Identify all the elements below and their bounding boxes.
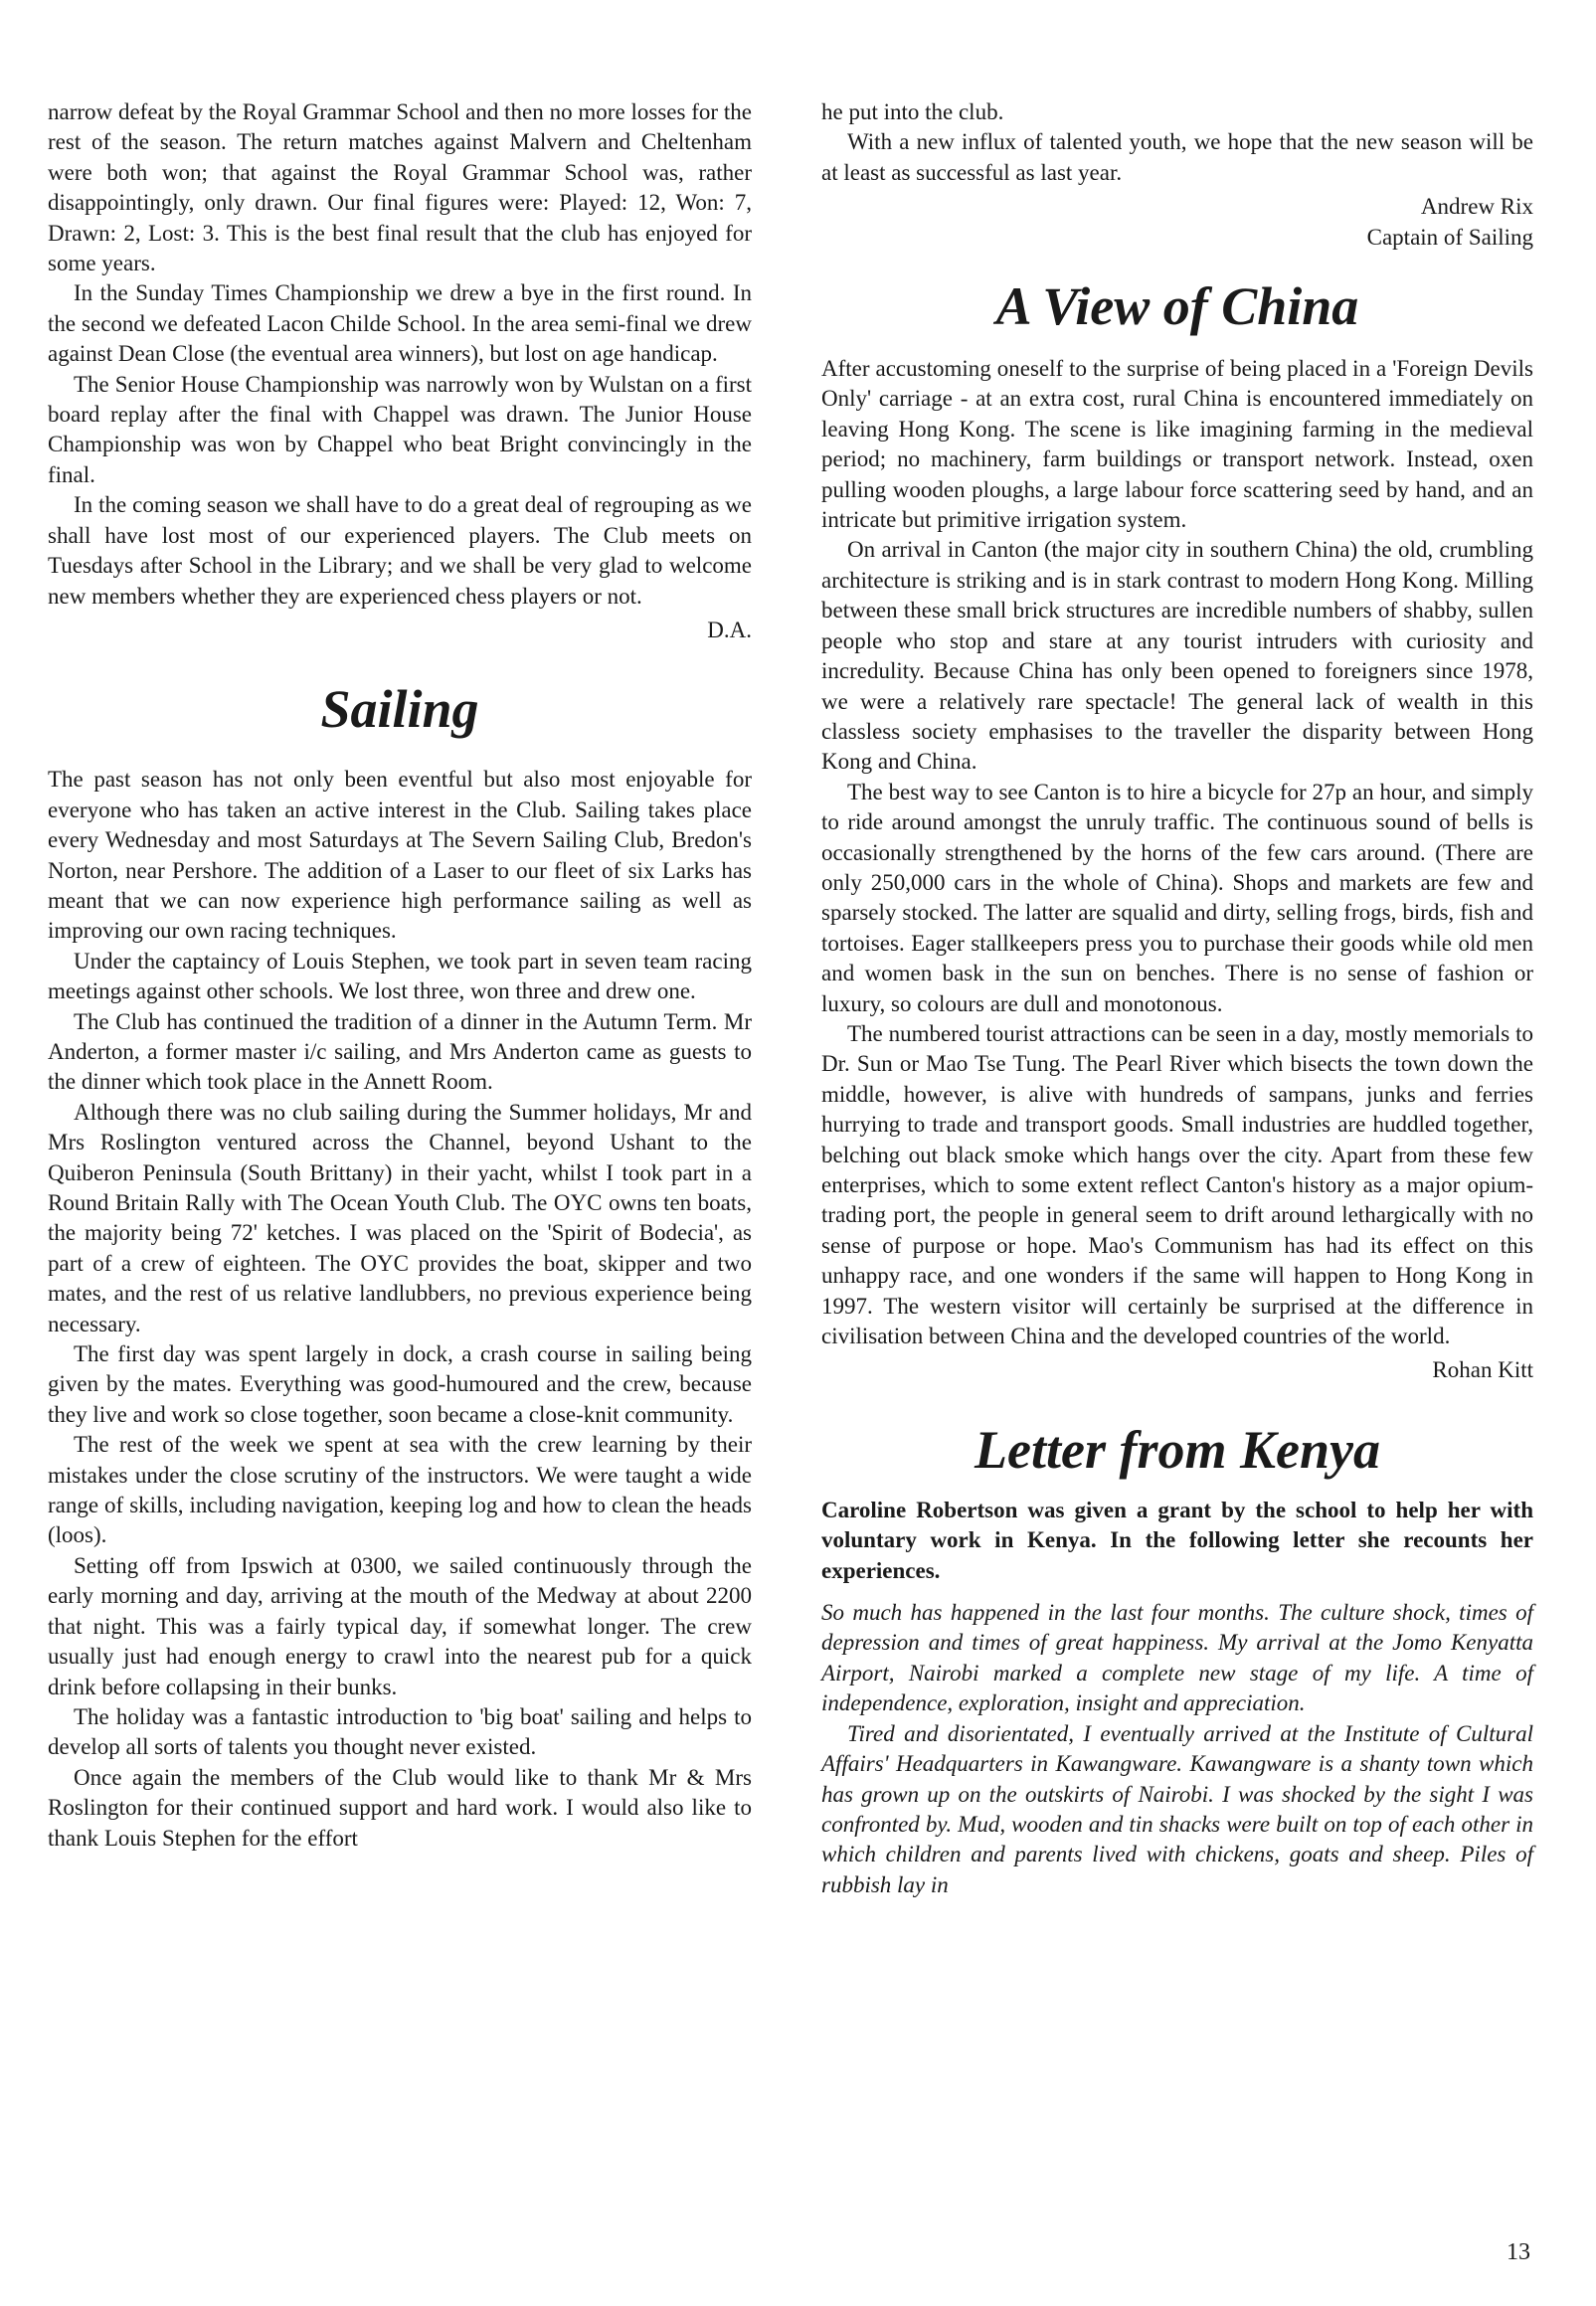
chess-paragraph: The Senior House Championship was narrowly won by Wulstan on a first board replay after the final with Chappel was drawn. The Junior House Championship was won by Chappel who beat Bright convincingly in the final. [48, 371, 752, 487]
sailing-continuation [821, 97, 1533, 253]
sailing-continued-paragraph: he put into the club. [821, 99, 1004, 124]
kenya-heading: Letter from Kenya [975, 1419, 1380, 1480]
sailing-continued-paragraph: With a new influx of talented youth, we hope that the new season will be at least as successful as last year. [821, 129, 1533, 185]
china-paragraph: After accustoming oneself to the surprise of being placed in a 'Foreign Devils Only' carriage - at an extra cost, rural China is encountered immediately on leaving Hong Kong. The scene is like imagining farming in the medieval period; no machinery, farm buildings or transport network. Instead, oxen pulling wooden ploughs, a large labour force scattering seed by hand, and an intricate but primitive irrigation system. [821, 356, 1533, 533]
sailing-paragraph: The first day was spent largely in dock, a crash course in sailing being given by the mates. Everything was good-humoured and the crew, because they live and work so close together, soon became a close-knit community. [48, 1341, 752, 1427]
china-paragraph: On arrival in Canton (the major city in southern China) the old, crumbling architecture is striking and is in stark contrast to modern Hong Kong. Milling between these small brick structures are incredible numbers of shabby, sullen people who stop and stare at any tourist intruders with curiosity and incredulity. Because China has only been opened to foreigners since 1978, we were a relatively rare spectacle! The general lack of wealth in this classless society emphasises to the traveller the disparity between Hong Kong and China. [821, 537, 1533, 775]
kenya-intro: Caroline Robertson was given a grant by the school to help her with voluntary work in Kenya. In the following letter she recounts her experiences. [821, 1497, 1533, 1583]
china-paragraph: The numbered tourist attractions can be seen in a day, mostly memorials to Dr. Sun or Mao Tse Tung. The Pearl River which bisects the town down the middle, however, is alive with hundreds of sampans, junks and ferries hurrying to trade and transport goods. Small industries are huddled together, belching out black smoke which hangs over the city. Apart from these few enterprises, which to some extent reflect Canton's history as a major opium-trading port, the people in general seem to drift around lethargically with no sense of purpose or hope. Mao's Communism has had its effect on this unhappy race, and one wonders if the same will happen to Hong Kong in 1997. The western visitor will certainly be surprised at the difference in civilisation between China and the developed countries of the world. [821, 1020, 1533, 1349]
chess-paragraph: narrow defeat by the Royal Grammar School and then no more losses for the rest of the season. The return matches against Malvern and Cheltenham were both won; that against the Royal Grammar School was, rather disappointingly, only drawn. Our final figures were: Played: 12, Won: 7, Drawn: 2, Lost: 3. This is the best final result that the club has enjoyed for some years. [48, 99, 752, 276]
sailing-signature [821, 192, 1533, 253]
sailing-paragraph: The Club has continued the tradition of a dinner in the Autumn Term. Mr Anderton, a former master i/c sailing, and Mrs Anderton came as guests to the dinner which took place in the Annett Room. [48, 1008, 752, 1095]
kenya-article [821, 1420, 1533, 1900]
right-column [821, 97, 1533, 1900]
sailing-paragraph: The holiday was a fantastic introduction to 'big boat' sailing and helps to develop all sorts of talents you thought never existed. [48, 1703, 752, 1760]
sailing-signature-role: Captain of Sailing [1366, 224, 1533, 250]
china-signature: Rohan Kitt [1432, 1357, 1533, 1383]
chess-report [48, 97, 752, 645]
left-column [48, 97, 752, 1854]
chess-signature: D.A. [707, 617, 752, 642]
kenya-paragraph: So much has happened in the last four months. The culture shock, times of depression and times of great happiness. My arrival at the Jomo Kenyatta Airport, Nairobi marked a complete new stage of my life. A time of independence, exploration, insight and appreciation. [821, 1600, 1533, 1716]
sailing-paragraph: The past season has not only been eventful but also most enjoyable for everyone who has taken an active interest in the Club. Sailing takes place every Wednesday and most Saturdays at The Severn Sailing Club, Bredon's Norton, near Pershore. The addition of a Laser to our fleet of six Larks has meant that we can now experience high performance sailing as well as improving our own racing techniques. [48, 767, 752, 944]
sailing-paragraph: Although there was no club sailing during the Summer holidays, Mr and Mrs Roslington ventured across the Channel, beyond Ushant to the Quiberon Peninsula (South Brittany) in their yacht, whilst I took part in a Round Britain Rally with The Ocean Youth Club. The OYC owns ten boats, the majority being 72' ketches. I was placed on the 'Spirit of Bodecia', as part of a crew of eighteen. The OYC provides the boat, skipper and two mates, and the rest of us relative landlubbers, no previous experience being necessary. [48, 1099, 752, 1336]
sailing-paragraph: Setting off from Ipswich at 0300, we sailed continuously through the early morning and day, arriving at the mouth of the Medway at about 2200 that night. This was a fairly typical day, if somewhat longer. The crew usually just had enough energy to crawl into the nearest pub for a quick drink before collapsing in their bunks. [48, 1552, 752, 1699]
china-heading: A View of China [995, 276, 1359, 337]
sailing-heading: Sailing [320, 679, 479, 740]
china-paragraph: The best way to see Canton is to hire a bicycle for 27p an hour, and simply to ride around amongst the unruly traffic. The continuous sound of bells is occasionally strengthened by the horns of the few cars around. (There are only 250,000 cars in the whole of China). Shops and markets are few and sparsely stocked. The latter are squalid and dirty, selling frogs, birds, fish and tortoises. Eager stallkeepers press you to purchase their goods while old men and women bask in the sun on benches. There is no sense of fashion or luxury, so colours are dull and monotonous. [821, 779, 1533, 1016]
chess-paragraph: In the coming season we shall have to do a great deal of regrouping as we shall have lost most of our experienced players. The Club meets on Tuesdays after School in the Library; and we shall be very glad to welcome new members whether they are experienced chess players or not. [48, 492, 752, 609]
kenya-letter [821, 1598, 1533, 1900]
china-article [821, 276, 1533, 1386]
page-number: 13 [1507, 2239, 1530, 2265]
chess-paragraph: In the Sunday Times Championship we drew a bye in the first round. In the second we defeated Lacon Childe School. In the area semi-final we drew against Dean Close (the eventual area winners), but lost on age handicap. [48, 280, 752, 367]
sailing-paragraph: Once again the members of the Club would like to thank Mr & Mrs Roslington for their continued support and hard work. I would also like to thank Louis Stephen for the effort [48, 1764, 752, 1851]
sailing-signature-name: Andrew Rix [1420, 194, 1533, 220]
sailing-paragraph: Under the captaincy of Louis Stephen, we took part in seven team racing meetings against other schools. We lost three, won three and drew one. [48, 948, 752, 1004]
sailing-paragraph: The rest of the week we spent at sea with the crew learning by their mistakes under the close scrutiny of the instructors. We were taught a wide range of skills, including navigation, keeping log and how to clean the heads (loos). [48, 1432, 752, 1548]
kenya-paragraph: Tired and disorientated, I eventually arrived at the Institute of Cultural Affairs' Headquarters in Kawangware. Kawangware is a shanty town which has grown up on the outskirts of Nairobi. I was shocked by the sight I was confronted by. Mud, wooden and tin shacks were built on top of each other in which children and parents lived with chickens, goats and sheep. Piles of rubbish lay in [821, 1720, 1533, 1897]
sailing-article [48, 679, 752, 1854]
